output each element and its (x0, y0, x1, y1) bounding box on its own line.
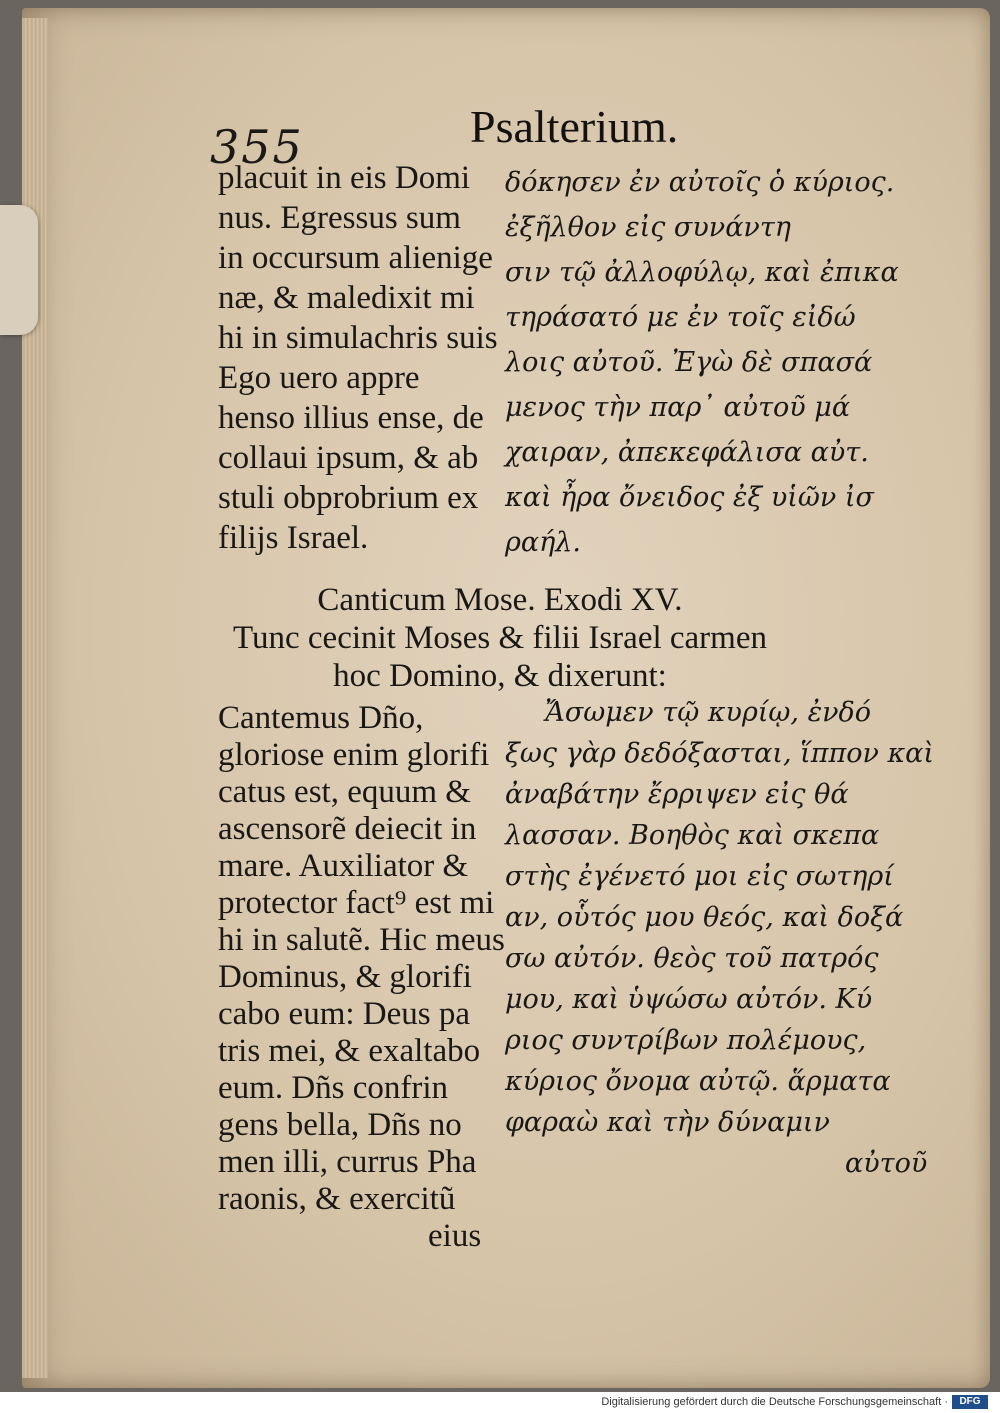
greek-line: τηράσατό με ἐν τοῖς εἰδώ (505, 302, 856, 333)
greek-column-1 (505, 160, 899, 565)
greek-line: λοις αὐτοῦ. Ἐγὼ δὲ σπασά (505, 347, 873, 378)
dfg-logo: DFG (952, 1395, 988, 1409)
latin-line: hi in salutẽ. Hic meus (218, 922, 505, 958)
latin-line: hi in simulachris suis (218, 320, 498, 356)
latin-line: eius (428, 1218, 482, 1254)
greek-line: Ἄσωμεν τῷ κυρίῳ, ἐνδό (545, 697, 872, 728)
latin-line: gens bella, Dñs no (218, 1107, 462, 1143)
latin-line: collaui ipsum, & ab (218, 440, 479, 476)
latin-line: Dominus, & glorifi (218, 959, 472, 995)
greek-line: ξως γὰρ δεδόξασται, ἵππον καὶ (505, 738, 934, 769)
latin-line: ascensorẽ deiecit in (218, 811, 477, 847)
greek-line: μενος τὴν παρ᾽ αὐτοῦ μά (505, 392, 851, 423)
latin-line: placuit in eis Domi (218, 160, 471, 196)
latin-line: nus. Egressus sum (218, 200, 461, 236)
greek-line: κύριος ὄνομα αὐτῷ. ἅρματα (505, 1066, 891, 1097)
greek-line: σιν τῷ ἀλλοφύλῳ, καὶ ἐπικα (505, 257, 899, 288)
latin-line: eum. Dñs confrin (218, 1070, 449, 1106)
latin-line: henso illius ense, de (218, 400, 484, 436)
greek-line: ριος συντρίβων πολέμους, (505, 1025, 867, 1056)
greek-column-2 (505, 692, 934, 1184)
latin-line: catus est, equum & (218, 774, 471, 810)
greek-line: σω αὐτόν. θεὸς τοῦ πατρός (505, 943, 879, 974)
greek-line: λασσαν. Βοηθὸς καὶ σκεπα (505, 820, 880, 851)
latin-line: cabo eum: Deus pa (218, 996, 470, 1032)
latin-line: næ, & maledixit mi (218, 280, 475, 316)
latin-line: men illi, currus Pha (218, 1144, 477, 1180)
canticle-intro-line-2: hoc Domino, & dixerunt: (333, 658, 667, 694)
greek-line: ραήλ. (505, 527, 581, 558)
greek-line: ἐξῆλθον εἰς συνάντη (505, 212, 791, 243)
digitization-credit: Digitalisierung gefördert durch die Deutsche Forschungsgemeinschaft · (601, 1396, 948, 1408)
page-number: 355 (210, 120, 304, 174)
greek-line: φαραὼ καὶ τὴν δύναμιν (505, 1107, 830, 1138)
greek-line: καὶ ἦρα ὄνειδος ἐξ υἱῶν ἰσ (505, 482, 874, 513)
greek-line: αὐτοῦ (845, 1148, 928, 1179)
greek-line: ἀναβάτην ἔρριψεν εἰς θά (505, 779, 849, 810)
latin-column-1 (218, 158, 498, 558)
latin-column-2 (218, 700, 505, 1255)
greek-line: μου, καὶ ὑψώσω αὐτόν. Κύ (505, 984, 873, 1015)
greek-line: χαιραν, ἀπεκεφάλισα αὐτ. (505, 437, 869, 468)
canticle-title: Canticum Mose. Exodi XV. (317, 582, 683, 618)
latin-line: raonis, & exercitũ (218, 1181, 456, 1217)
paper-tab-marker (0, 205, 38, 335)
latin-line: Cantemus Dño, (218, 700, 424, 736)
latin-line: Ego uero appre (218, 360, 420, 396)
latin-line: filijs Israel. (218, 520, 369, 556)
greek-line: δόκησεν ἐν αὐτοῖς ὁ κύριος. (505, 167, 895, 198)
latin-line: mare. Auxiliator & (218, 848, 469, 884)
latin-line: in occursum alienige (218, 240, 493, 276)
canticle-intro-line-1: Tunc cecinit Moses & filii Israel carmen (233, 620, 767, 656)
latin-line: gloriose enim glorifi (218, 737, 490, 773)
running-title: Psalterium. (470, 101, 679, 152)
latin-line: stuli obprobrium ex (218, 480, 479, 516)
greek-line: στὴς ἐγένετό μοι εἰς σωτηρί (505, 861, 894, 892)
latin-line: protector fact⁹ est mi (218, 885, 495, 921)
latin-line: tris mei, & exaltabo (218, 1033, 481, 1069)
greek-line: αν, οὗτός μου θεός, καὶ δοξά (505, 902, 904, 933)
